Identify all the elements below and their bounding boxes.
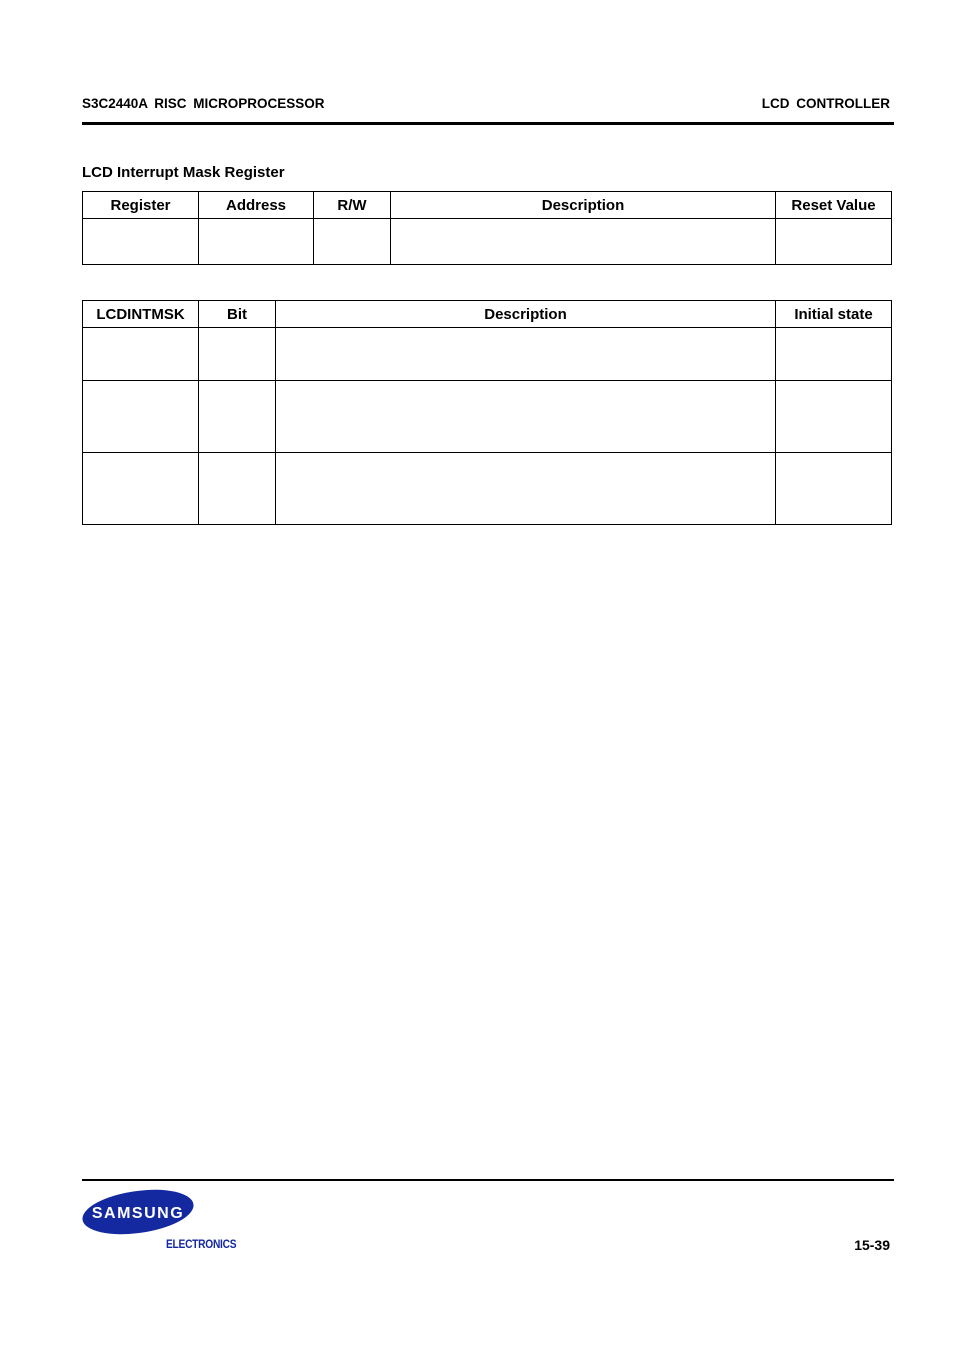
column-header-register: Register xyxy=(83,192,199,219)
column-header-lcdintmsk: LCDINTMSK xyxy=(83,301,199,328)
table-cell xyxy=(776,328,892,381)
column-header-description: Description xyxy=(276,301,776,328)
footer-divider xyxy=(82,1179,894,1181)
table-row xyxy=(83,453,892,525)
column-header-rw: R/W xyxy=(314,192,391,219)
table-cell xyxy=(199,381,276,453)
bit-table-header-row xyxy=(83,301,892,328)
table-cell xyxy=(83,219,199,265)
table-cell xyxy=(276,328,776,381)
table-row xyxy=(83,219,892,265)
page-header xyxy=(82,96,890,116)
table-row xyxy=(83,381,892,453)
table-cell xyxy=(83,453,199,525)
table-cell xyxy=(391,219,776,265)
column-header-bit: Bit xyxy=(199,301,276,328)
table-row xyxy=(83,328,892,381)
table-cell xyxy=(776,219,892,265)
samsung-logo xyxy=(80,1188,196,1238)
column-header-reset-value: Reset Value xyxy=(776,192,892,219)
table-cell xyxy=(199,328,276,381)
table-cell xyxy=(314,219,391,265)
section-title: LCD Interrupt Mask Register xyxy=(82,164,285,181)
table-cell xyxy=(776,381,892,453)
column-header-address: Address xyxy=(199,192,314,219)
header-doc-title: S3C2440A RISC MICROPROCESSOR xyxy=(82,96,325,111)
register-table xyxy=(82,191,892,265)
table-cell xyxy=(776,453,892,525)
table-cell xyxy=(276,381,776,453)
header-divider xyxy=(82,122,894,125)
page-number: 15-39 xyxy=(854,1237,890,1253)
column-header-description: Description xyxy=(391,192,776,219)
bit-field-table xyxy=(82,300,892,525)
table-cell xyxy=(83,328,199,381)
table-cell xyxy=(83,381,199,453)
table-cell xyxy=(276,453,776,525)
logo-text: SAMSUNG xyxy=(91,1205,185,1222)
logo-subtext: ELECTRONICS xyxy=(166,1237,237,1251)
table-cell xyxy=(199,219,314,265)
table-cell xyxy=(199,453,276,525)
register-table-header-row xyxy=(83,192,892,219)
column-header-initial-state: Initial state xyxy=(776,301,892,328)
header-chapter-title: LCD CONTROLLER xyxy=(761,96,890,111)
